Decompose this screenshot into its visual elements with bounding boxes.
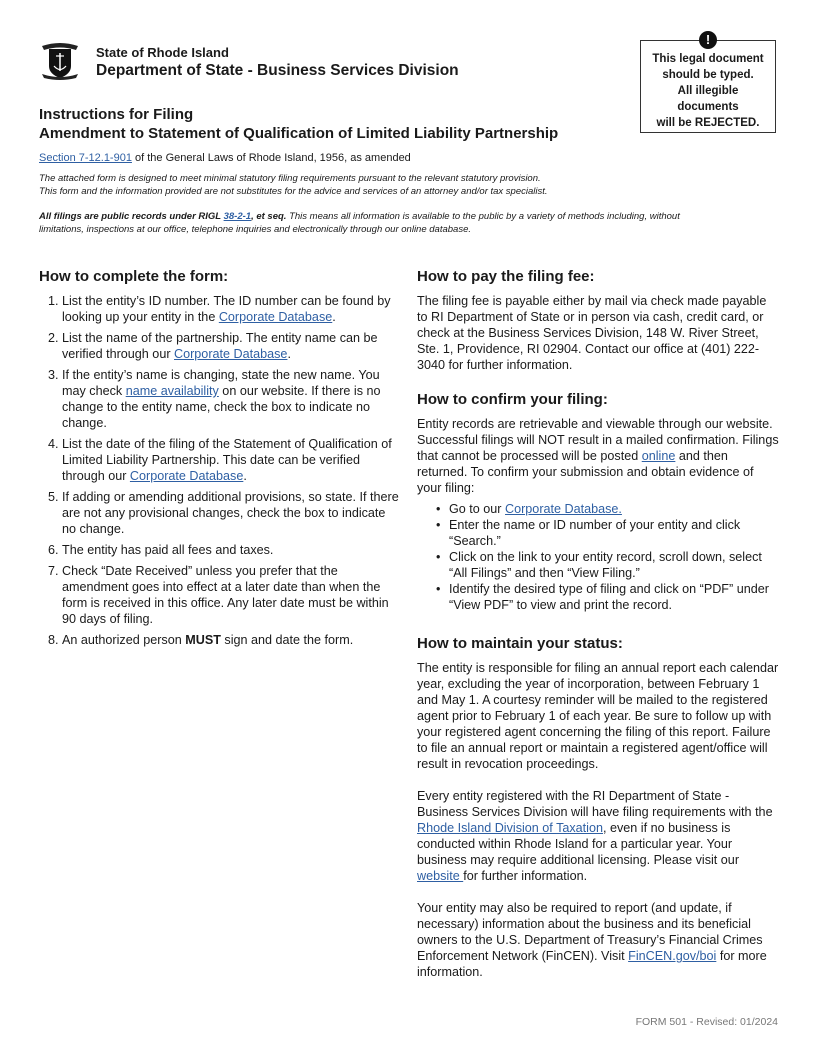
pay-fee-text: The filing fee is payable either by mail via check made payable to RI Department of State or in person via cash, credit card, or check at the Business Services Division, 148 W. River Street, Ste. 1, Providence, RI 02904. Contact our office at (401) 222-3040 for further information. xyxy=(417,294,767,372)
list-item: 3. If the entity’s name is changing, state the new name. You may check name availability on our website. If there is no change to the entity name, check the box to indicate no change. xyxy=(62,367,399,431)
taxation-link[interactable]: Rhode Island Division of Taxation xyxy=(417,821,603,835)
instructions-list xyxy=(39,293,399,648)
online-link[interactable]: online xyxy=(641,449,676,463)
notice-line: should be typed. xyxy=(662,69,754,81)
list-item: 6. The entity has paid all fees and taxes. xyxy=(62,542,399,558)
statute-link[interactable]: Section 7-12.1-901 xyxy=(39,152,132,164)
list-item: • Click on the link to your entity record, scroll down, select “All Filings” and then “View Filing.” xyxy=(449,549,779,581)
right-column xyxy=(417,268,779,980)
section-heading: How to complete the form: xyxy=(39,268,229,285)
corporate-database-link[interactable]: Corporate Database xyxy=(129,469,244,483)
list-item: 1. List the entity’s ID number. The ID number can be found by looking up your entity in the Corporate Database. xyxy=(62,293,399,325)
notice-line: documents xyxy=(677,101,739,113)
notice-line: This legal document xyxy=(652,53,764,65)
form-revision-label: FORM 501 - Revised: 01/2024 xyxy=(635,1016,778,1028)
list-item: • Go to our Corporate Database. xyxy=(449,501,779,517)
notice-line: will be REJECTED. xyxy=(656,117,760,129)
section-heading: How to confirm your filing: xyxy=(417,391,608,408)
list-item: 5. If adding or amending additional provisions, so state. If there are not any provisional changes, check the box to indicate no change. xyxy=(62,489,399,537)
pay-fee-section xyxy=(417,268,779,373)
corporate-database-link[interactable]: Corporate Database xyxy=(218,310,333,324)
list-item: 2. List the name of the partnership. The entity name can be verified through our Corporate Database. xyxy=(62,330,399,362)
complete-form-section xyxy=(39,268,399,653)
typed-notice-box xyxy=(640,32,776,133)
list-item: 8. An authorized person MUST sign and date the form. xyxy=(62,632,399,648)
rigl-link[interactable]: 38-2-1 xyxy=(223,211,252,222)
website-link[interactable]: website xyxy=(417,869,464,883)
public-records-suffix: , et seq. xyxy=(251,211,287,222)
notice-line: All illegible xyxy=(677,85,739,97)
public-records-notice xyxy=(39,210,719,236)
page-title: Instructions for Filing xyxy=(39,106,194,123)
confirm-filing-section xyxy=(417,391,779,613)
division-name: Department of State - Business Services Division xyxy=(96,62,459,79)
taxation-text: Every entity registered with the RI Department of State - Business Services Division will have filing requirements with the Rhode Island Division of Taxation, even if no business is conducted within Rhode Island for a particular year. Your business may require additional licensing. Please visit our website for further information. xyxy=(417,789,773,883)
name-availability-link[interactable]: name availability xyxy=(125,384,219,398)
corporate-database-link[interactable]: Corporate Database. xyxy=(505,502,622,516)
fincen-text: Your entity may also be required to report (and update, if necessary) information about the business and its beneficial owners to the U.S. Department of Treasury’s Financial Crimes Enforcement Network (FinCEN). Visit FinCEN.gov/boi for more information. xyxy=(417,901,767,979)
fincen-link[interactable]: FinCEN.gov/boi xyxy=(628,949,717,963)
section-heading: How to pay the filing fee: xyxy=(417,268,595,285)
maintain-status-section xyxy=(417,635,779,980)
list-item: 7. Check “Date Received” unless you prefer that the amendment goes into effect at a later date than when the form is received in this office. Any later date must be within 90 days of filing. xyxy=(62,563,399,627)
disclaimer-line: This form and the information provided are not substitutes for the advice and services of an attorney and/or tax specialist. xyxy=(39,186,548,197)
disclaimer-line: The attached form is designed to meet minimal statutory filing requirements pursuant to the relevant statutory provision. xyxy=(39,173,541,184)
org-name: State of Rhode Island xyxy=(96,45,229,60)
list-item: 4. List the date of the filing of the Statement of Qualification of Limited Liability Partnership. This date can be verified through our Corporate Database. xyxy=(62,436,399,484)
section-heading: How to maintain your status: xyxy=(417,635,623,652)
confirm-steps xyxy=(417,501,779,613)
statute-reference xyxy=(39,152,411,164)
page-subtitle: Amendment to Statement of Qualification of Limited Liability Partnership xyxy=(39,125,559,142)
public-records-text: This means all information is available to the public by a variety of methods including, without limitations, inspections at our office, telephone inquiries and electronically through our online database. xyxy=(39,211,680,235)
exclamation-icon: ! xyxy=(699,31,717,49)
list-item: • Enter the name or ID number of your entity and click “Search.” xyxy=(449,517,779,549)
disclaimer xyxy=(39,172,719,198)
annual-report-text: The entity is responsible for filing an annual report each calendar year, excluding the year of incorporation, between February 1 and May 1. A courtesy reminder will be mailed to the registered agent prior to February 1 of each year. Be sure to follow up with your registered agent concerning the filing of this report. Failure to file an annual report or maintain a registered agent/office will result in revocation proceedings. xyxy=(417,661,779,771)
public-records-prefix: All filings are public records under RIGL xyxy=(39,211,224,222)
list-item: • Identify the desired type of filing and click on “PDF” under “View PDF” to view and print the record. xyxy=(449,581,779,613)
confirm-text: Entity records are retrievable and viewable through our website. Successful filings will NOT result in a mailed confirmation. Filings that cannot be processed will be posted online and then returned. To confirm your submission and obtain evidence of your filing: xyxy=(417,417,779,495)
statute-text: of the General Laws of Rhode Island, 1956, as amended xyxy=(131,152,411,164)
corporate-database-link[interactable]: Corporate Database xyxy=(174,347,288,361)
state-seal-icon xyxy=(38,38,82,82)
